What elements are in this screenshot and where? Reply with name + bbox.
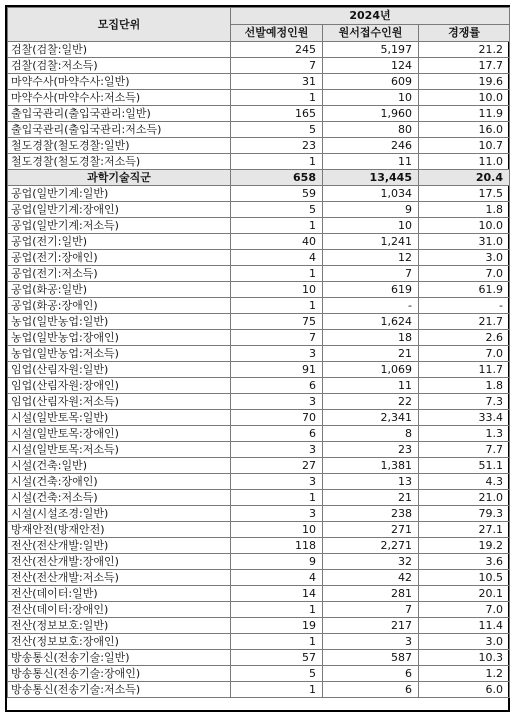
table-row (8, 426, 510, 442)
unit-cell: 전산(데이터:일반) (8, 586, 231, 602)
unit-cell: 과학기술직군 (8, 170, 231, 186)
applicants-cell: 12 (323, 250, 419, 266)
applicants-cell: 238 (323, 506, 419, 522)
planned-cell: 19 (231, 618, 323, 634)
unit-cell: 공업(일반기계:저소득) (8, 218, 231, 234)
table-header (8, 8, 510, 42)
rate-cell: 21.0 (419, 490, 510, 506)
planned-cell: 1 (231, 490, 323, 506)
table-row (8, 394, 510, 410)
planned-cell: 165 (231, 106, 323, 122)
unit-cell: 전산(데이터:장애인) (8, 602, 231, 618)
applicants-cell: 6 (323, 666, 419, 682)
table-row (8, 58, 510, 74)
planned-cell: 1 (231, 266, 323, 282)
applicants-cell: 1,034 (323, 186, 419, 202)
planned-cell: 1 (231, 602, 323, 618)
applicants-cell: 13,445 (323, 170, 419, 186)
applicants-cell: 6 (323, 682, 419, 698)
rate-cell: 19.6 (419, 74, 510, 90)
unit-cell: 검찰(검찰:저소득) (8, 58, 231, 74)
applicants-cell: 2,271 (323, 538, 419, 554)
unit-cell: 시설(건축:일반) (8, 458, 231, 474)
unit-cell: 공업(전기:저소득) (8, 266, 231, 282)
rate-cell: 17.7 (419, 58, 510, 74)
table-row (8, 74, 510, 90)
rate-cell: 79.3 (419, 506, 510, 522)
applicants-cell: 22 (323, 394, 419, 410)
rate-cell: 1.3 (419, 426, 510, 442)
unit-cell: 전산(전산개발:장애인) (8, 554, 231, 570)
applicants-cell: 124 (323, 58, 419, 74)
table-row (8, 602, 510, 618)
applicants-cell: 587 (323, 650, 419, 666)
rate-cell: 16.0 (419, 122, 510, 138)
unit-cell: 시설(일반토목:저소득) (8, 442, 231, 458)
applicants-cell: 10 (323, 90, 419, 106)
year-header: 2024년 (231, 8, 510, 25)
rate-cell: 11.4 (419, 618, 510, 634)
unit-cell: 검찰(검찰:일반) (8, 42, 231, 58)
rate-cell: 11.0 (419, 154, 510, 170)
unit-cell: 방송통신(전송기술:일반) (8, 650, 231, 666)
planned-cell: 14 (231, 586, 323, 602)
applicants-cell: 7 (323, 266, 419, 282)
recruitment-table (7, 7, 510, 698)
unit-cell: 공업(전기:장애인) (8, 250, 231, 266)
unit-cell: 시설(시설조경:일반) (8, 506, 231, 522)
planned-cell: 1 (231, 682, 323, 698)
unit-cell: 방송통신(전송기술:저소득) (8, 682, 231, 698)
planned-cell: 4 (231, 570, 323, 586)
unit-cell: 임업(산림자원:저소득) (8, 394, 231, 410)
applicants-header: 원서접수인원 (323, 25, 419, 42)
applicants-cell: 217 (323, 618, 419, 634)
rate-cell: - (419, 298, 510, 314)
rate-cell: 3.6 (419, 554, 510, 570)
rate-cell: 11.9 (419, 106, 510, 122)
table-row (8, 506, 510, 522)
planned-cell: 1 (231, 154, 323, 170)
applicants-cell: 7 (323, 602, 419, 618)
planned-cell: 70 (231, 410, 323, 426)
unit-cell: 철도경찰(철도경찰:일반) (8, 138, 231, 154)
unit-cell: 전산(정보보호:장애인) (8, 634, 231, 650)
applicants-cell: 5,197 (323, 42, 419, 58)
planned-cell: 3 (231, 442, 323, 458)
unit-cell: 농업(일반농업:장애인) (8, 330, 231, 346)
rate-cell: 51.1 (419, 458, 510, 474)
unit-cell: 전산(전산개발:일반) (8, 538, 231, 554)
rate-cell: 10.7 (419, 138, 510, 154)
planned-cell: 5 (231, 202, 323, 218)
planned-cell: 10 (231, 282, 323, 298)
rate-cell: 1.2 (419, 666, 510, 682)
rate-cell: 20.4 (419, 170, 510, 186)
table-row (8, 650, 510, 666)
planned-cell: 6 (231, 378, 323, 394)
applicants-cell: 619 (323, 282, 419, 298)
rate-cell: 20.1 (419, 586, 510, 602)
planned-cell: 27 (231, 458, 323, 474)
planned-cell: 40 (231, 234, 323, 250)
planned-cell: 3 (231, 346, 323, 362)
applicants-cell: 32 (323, 554, 419, 570)
applicants-cell: 2,341 (323, 410, 419, 426)
planned-cell: 91 (231, 362, 323, 378)
planned-cell: 3 (231, 506, 323, 522)
planned-cell: 59 (231, 186, 323, 202)
rate-cell: 27.1 (419, 522, 510, 538)
applicants-cell: 3 (323, 634, 419, 650)
rate-cell: 3.0 (419, 634, 510, 650)
rate-header: 경쟁률 (419, 25, 510, 42)
planned-cell: 3 (231, 394, 323, 410)
rate-cell: 21.2 (419, 42, 510, 58)
table-row (8, 586, 510, 602)
unit-cell: 출입국관리(출입국관리:일반) (8, 106, 231, 122)
planned-cell: 5 (231, 666, 323, 682)
rate-cell: 3.0 (419, 250, 510, 266)
table-body (8, 42, 510, 698)
table-row (8, 378, 510, 394)
unit-cell: 시설(건축:저소득) (8, 490, 231, 506)
unit-cell: 전산(정보보호:일반) (8, 618, 231, 634)
table-row (8, 666, 510, 682)
rate-cell: 10.0 (419, 90, 510, 106)
planned-cell: 57 (231, 650, 323, 666)
table-row (8, 42, 510, 58)
table-row (8, 186, 510, 202)
applicants-cell: 271 (323, 522, 419, 538)
rate-cell: 1.8 (419, 202, 510, 218)
planned-cell: 7 (231, 330, 323, 346)
applicants-cell: 13 (323, 474, 419, 490)
table-row (8, 570, 510, 586)
table-row (8, 154, 510, 170)
planned-cell: 75 (231, 314, 323, 330)
planned-header: 선발예정인원 (231, 25, 323, 42)
planned-cell: 9 (231, 554, 323, 570)
unit-cell: 철도경찰(철도경찰:저소득) (8, 154, 231, 170)
unit-cell: 임업(산림자원:일반) (8, 362, 231, 378)
unit-cell: 공업(전기:일반) (8, 234, 231, 250)
planned-cell: 1 (231, 298, 323, 314)
table-row (8, 282, 510, 298)
table-row (8, 298, 510, 314)
unit-cell: 시설(건축:장애인) (8, 474, 231, 490)
table-row (8, 442, 510, 458)
planned-cell: 10 (231, 522, 323, 538)
table-row (8, 618, 510, 634)
applicants-cell: 1,069 (323, 362, 419, 378)
planned-cell: 1 (231, 90, 323, 106)
unit-cell: 임업(산림자원:장애인) (8, 378, 231, 394)
applicants-cell: 1,960 (323, 106, 419, 122)
rate-cell: 7.0 (419, 266, 510, 282)
applicants-cell: 80 (323, 122, 419, 138)
applicants-cell: 11 (323, 154, 419, 170)
planned-cell: 658 (231, 170, 323, 186)
table-row (8, 682, 510, 698)
planned-cell: 31 (231, 74, 323, 90)
unit-header: 모집단위 (8, 8, 231, 42)
table-row (8, 410, 510, 426)
unit-cell: 시설(일반토목:일반) (8, 410, 231, 426)
applicants-cell: 1,241 (323, 234, 419, 250)
table-row (8, 490, 510, 506)
rate-cell: 7.0 (419, 602, 510, 618)
table-row (8, 346, 510, 362)
planned-cell: 23 (231, 138, 323, 154)
rate-cell: 10.5 (419, 570, 510, 586)
rate-cell: 2.6 (419, 330, 510, 346)
table-row (8, 106, 510, 122)
rate-cell: 7.7 (419, 442, 510, 458)
applicants-cell: 11 (323, 378, 419, 394)
table-row (8, 218, 510, 234)
rate-cell: 11.7 (419, 362, 510, 378)
planned-cell: 3 (231, 474, 323, 490)
applicants-cell: 8 (323, 426, 419, 442)
rate-cell: 1.8 (419, 378, 510, 394)
unit-cell: 마약수사(마약수사:일반) (8, 74, 231, 90)
table-row (8, 458, 510, 474)
unit-cell: 공업(일반기계:일반) (8, 186, 231, 202)
table-row (8, 202, 510, 218)
table-row (8, 538, 510, 554)
table-row (8, 138, 510, 154)
subtotal-row (8, 170, 510, 186)
planned-cell: 118 (231, 538, 323, 554)
rate-cell: 10.0 (419, 218, 510, 234)
table-row (8, 362, 510, 378)
planned-cell: 1 (231, 218, 323, 234)
planned-cell: 6 (231, 426, 323, 442)
rate-cell: 4.3 (419, 474, 510, 490)
table-row (8, 90, 510, 106)
planned-cell: 245 (231, 42, 323, 58)
rate-cell: 19.2 (419, 538, 510, 554)
applicants-cell: 1,381 (323, 458, 419, 474)
table-row (8, 330, 510, 346)
applicants-cell: 281 (323, 586, 419, 602)
table-row (8, 554, 510, 570)
applicants-cell: 10 (323, 218, 419, 234)
unit-cell: 공업(화공:일반) (8, 282, 231, 298)
planned-cell: 1 (231, 634, 323, 650)
table-row (8, 474, 510, 490)
applicants-cell: 609 (323, 74, 419, 90)
table-row (8, 522, 510, 538)
table-row (8, 250, 510, 266)
unit-cell: 시설(일반토목:장애인) (8, 426, 231, 442)
rate-cell: 7.0 (419, 346, 510, 362)
rate-cell: 6.0 (419, 682, 510, 698)
rate-cell: 31.0 (419, 234, 510, 250)
rate-cell: 21.7 (419, 314, 510, 330)
applicants-cell: 23 (323, 442, 419, 458)
planned-cell: 4 (231, 250, 323, 266)
unit-cell: 마약수사(마약수사:저소득) (8, 90, 231, 106)
unit-cell: 공업(일반기계:장애인) (8, 202, 231, 218)
planned-cell: 5 (231, 122, 323, 138)
unit-cell: 방송통신(전송기술:장애인) (8, 666, 231, 682)
applicants-cell: 1,624 (323, 314, 419, 330)
applicants-cell: 246 (323, 138, 419, 154)
unit-cell: 농업(일반농업:저소득) (8, 346, 231, 362)
table-row (8, 266, 510, 282)
table-row (8, 122, 510, 138)
applicants-cell: - (323, 298, 419, 314)
planned-cell: 7 (231, 58, 323, 74)
unit-cell: 전산(전산개발:저소득) (8, 570, 231, 586)
unit-cell: 농업(일반농업:일반) (8, 314, 231, 330)
table-row (8, 314, 510, 330)
applicants-cell: 9 (323, 202, 419, 218)
rate-cell: 33.4 (419, 410, 510, 426)
rate-cell: 7.3 (419, 394, 510, 410)
table-row (8, 634, 510, 650)
rate-cell: 10.3 (419, 650, 510, 666)
table-row (8, 234, 510, 250)
unit-cell: 공업(화공:장애인) (8, 298, 231, 314)
unit-cell: 출입국관리(출입국관리:저소득) (8, 122, 231, 138)
unit-cell: 방재안전(방재안전) (8, 522, 231, 538)
rate-cell: 61.9 (419, 282, 510, 298)
applicants-cell: 21 (323, 490, 419, 506)
applicants-cell: 18 (323, 330, 419, 346)
rate-cell: 17.5 (419, 186, 510, 202)
applicants-cell: 21 (323, 346, 419, 362)
applicants-cell: 42 (323, 570, 419, 586)
